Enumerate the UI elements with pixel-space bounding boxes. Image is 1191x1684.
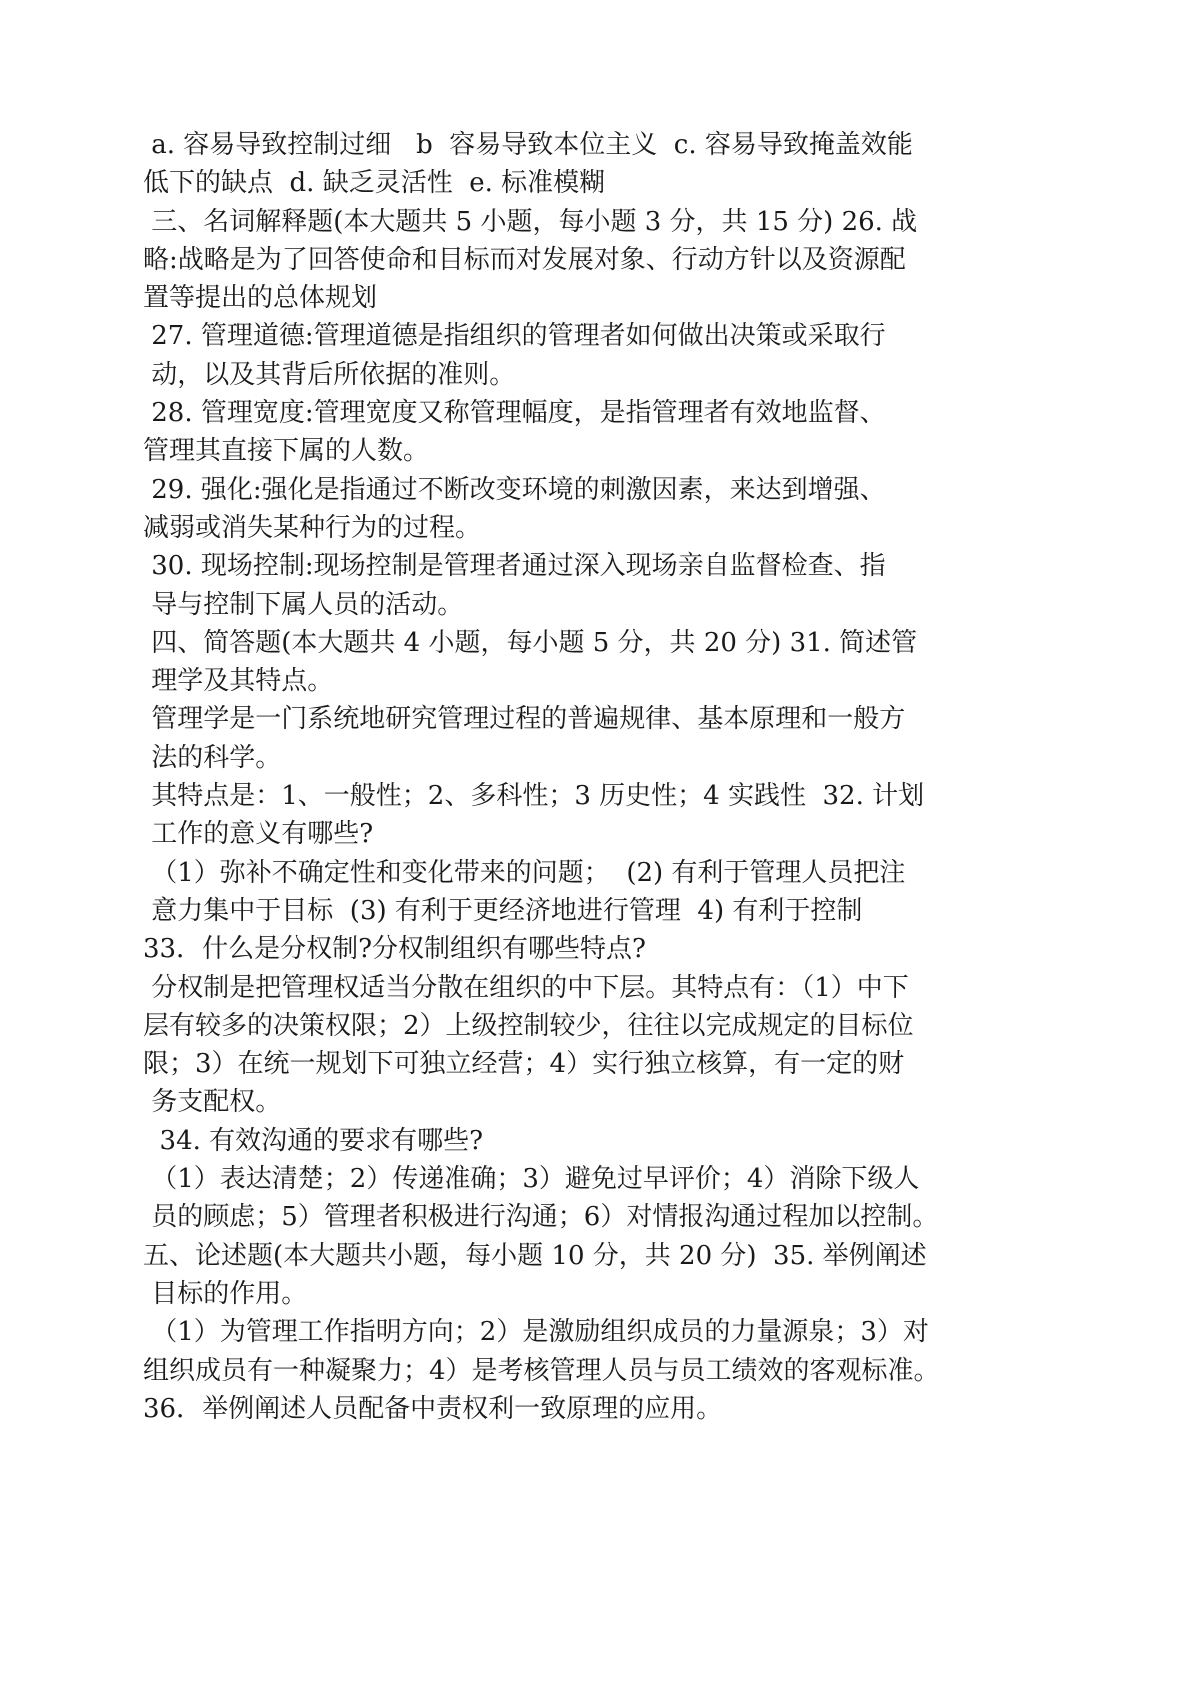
text-line: （1）表达清楚；2）传递准确；3）避免过早评价；4）消除下级人	[143, 1164, 920, 1195]
text-line: 29. 强化:强化是指通过不断改变环境的刺激因素，来达到增强、	[143, 474, 886, 505]
text-line: 低下的缺点 d. 缺乏灵活性 e. 标准模糊	[143, 168, 606, 199]
section-heading-line: 三、名词解释题(本大题共 5 小题，每小题 3 分，共 15 分) 26. 战	[143, 206, 918, 237]
text-line: 意力集中于目标 (3) 有利于更经济地进行管理 4) 有利于控制	[143, 895, 863, 926]
text-line: 分权制是把管理权适当分散在组织的中下层。其特点有：（1）中下	[143, 972, 909, 1003]
question-line: 34. 有效沟通的要求有哪些?	[143, 1125, 484, 1156]
text-line: 限；3）在统一规划下可独立经营；4）实行独立核算，有一定的财	[143, 1049, 905, 1080]
text-line: 法的科学。	[143, 742, 282, 773]
section-heading-line: 五、论述题(本大题共小题，每小题 10 分，共 20 分) 35. 举例阐述	[143, 1240, 927, 1271]
document-body	[143, 126, 1103, 1428]
text-line: 层有较多的决策权限；2）上级控制较少，往往以完成规定的目标位	[143, 1010, 914, 1041]
question-line: 36．举例阐述人员配备中责权利一致原理的应用。	[143, 1393, 723, 1424]
text-line: 导与控制下属人员的活动。	[143, 589, 464, 620]
question-line: 33．什么是分权制?分权制组织有哪些特点?	[143, 934, 646, 965]
text-line: 其特点是：1、一般性；2、多科性；3 历史性；4 实践性 32. 计划	[143, 781, 925, 812]
text-line: （1）弥补不确定性和变化带来的问题； (2) 有利于管理人员把注	[143, 857, 906, 888]
text-line: 置等提出的总体规划	[143, 283, 378, 314]
text-line: 28. 管理宽度:管理宽度又称管理幅度，是指管理者有效地监督、	[143, 398, 886, 429]
text-line: 略:战略是为了回答使命和目标而对发展对象、行动方针以及资源配	[143, 244, 906, 275]
text-line: 务支配权。	[143, 1087, 282, 1118]
text-line: 目标的作用。	[143, 1278, 308, 1309]
text-line: a. 容易导致控制过细 b 容易导致本位主义 c. 容易导致掩盖效能	[143, 130, 913, 160]
text-line: 工作的意义有哪些?	[143, 819, 374, 850]
text-line: 管理其直接下属的人数。	[143, 436, 430, 467]
text-line: 减弱或消失某种行为的过程。	[143, 512, 482, 543]
text-line: 30. 现场控制:现场控制是管理者通过深入现场亲自监督检查、指	[143, 551, 886, 582]
text-line: 动，以及其背后所依据的准则。	[143, 359, 516, 390]
text-line: 27. 管理道德:管理道德是指组织的管理者如何做出决策或采取行	[143, 321, 886, 352]
section-heading-line: 四、简答题(本大题共 4 小题，每小题 5 分，共 20 分) 31. 简述管	[143, 627, 918, 658]
text-line: 组织成员有一种凝聚力；4）是考核管理人员与员工绩效的客观标准。	[143, 1355, 940, 1386]
text-line: 员的顾虑；5）管理者积极进行沟通；6）对情报沟通过程加以控制。	[143, 1202, 939, 1233]
text-line: 理学及其特点。	[143, 666, 334, 697]
text-line: （1）为管理工作指明方向；2）是激励组织成员的力量源泉；3）对	[143, 1317, 929, 1348]
text-line: 管理学是一门系统地研究管理过程的普遍规律、基本原理和一般方	[143, 704, 906, 735]
